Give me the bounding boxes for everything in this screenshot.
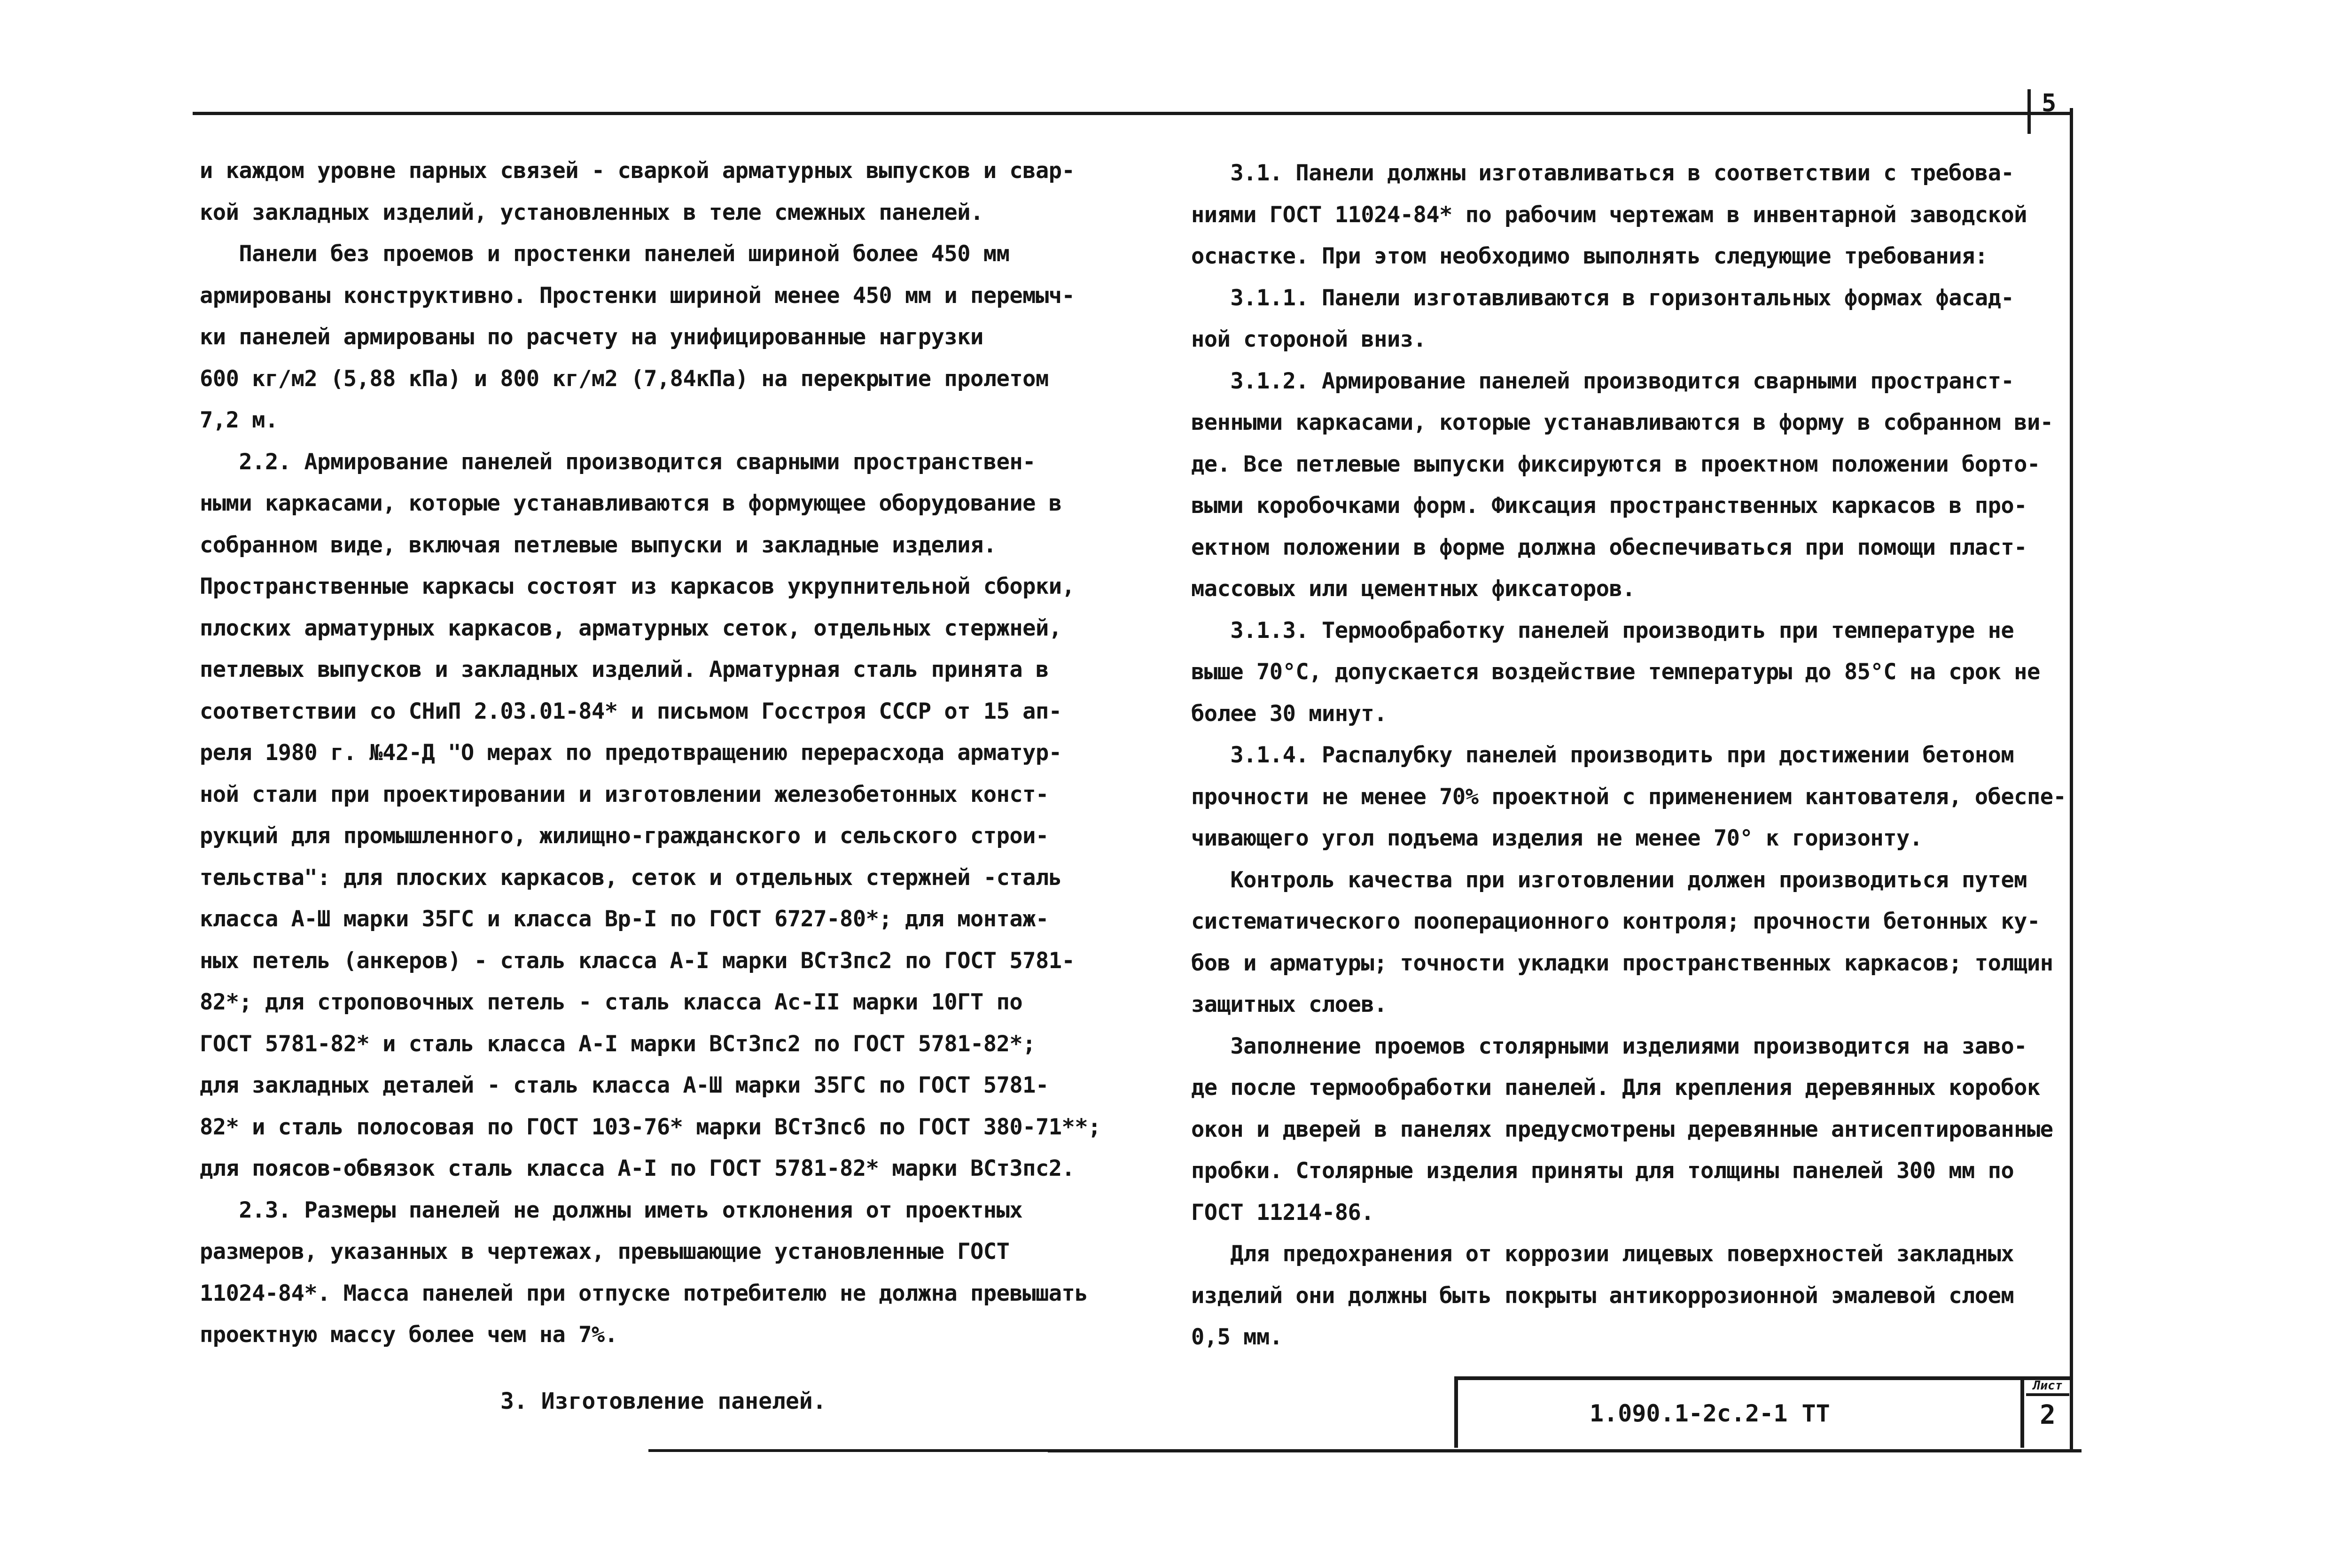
text-line: оснастке. При этом необходимо выполнять следующие требования: (1191, 243, 1988, 269)
text-line: 3.1.4. Распалубку панелей производить при достижении бетоном (1191, 742, 2014, 768)
text-line: выше 70°С, допускается воздействие температуры до 85°С на срок не (1191, 659, 2040, 685)
left-text-column (200, 150, 1107, 1356)
text-line: ными каркасами, которые устанавливаются в формующее оборудование в (200, 490, 1062, 516)
text-line: защитных слоев. (1191, 992, 1387, 1017)
text-line: Для предохранения от коррозии лицевых поверхностей закладных (1191, 1241, 2014, 1267)
bottom-frame-line-right (1048, 1449, 2082, 1452)
text-line: 11024-84*. Масса панелей при отпуске потребителю не должна превышать (200, 1280, 1088, 1306)
text-line: 2.3. Размеры панелей не должны иметь отклонения от проектных (200, 1197, 1023, 1223)
text-line: бов и арматуры; точности укладки пространственных каркасов; толщин (1191, 950, 2053, 976)
text-line: 82* и сталь полосовая по ГОСТ 103-76* марки ВСт3пс6 по ГОСТ 380-71**; (200, 1114, 1101, 1140)
text-line: 0,5 мм. (1191, 1324, 1283, 1350)
text-line: де после термообработки панелей. Для крепления деревянных коробок (1191, 1075, 2040, 1101)
text-line: 3.1.1. Панели изготавливаются в горизонтальных формах фасад- (1191, 285, 2014, 311)
text-line: собранном виде, включая петлевые выпуски и закладные изделия. (200, 532, 997, 558)
text-line: чивающего угол подъема изделия не менее 70° к горизонту. (1191, 825, 1923, 851)
page-number: 5 (2042, 89, 2057, 117)
text-line: тельства": для плоских каркасов, сеток и отдельных стержней -сталь (200, 864, 1062, 891)
text-line: для поясов-обвязок сталь класса А-I по ГОСТ 5781-82* марки ВСт3пс2. (200, 1156, 1075, 1181)
text-line: изделий они должны быть покрыты антикоррозионной эмалевой слоем (1191, 1282, 2014, 1309)
document-code: 1.090.1-2с.2-1 ТТ (1590, 1400, 1830, 1427)
text-line: плоских арматурных каркасов, арматурных сеток, отдельных стержней, (200, 615, 1062, 641)
sheet-label: Лист (2026, 1378, 2069, 1396)
sheet-cell (2020, 1376, 2070, 1448)
text-line: ных петель (анкеров) - сталь класса А-I марки ВСт3пс2 по ГОСТ 5781- (200, 947, 1075, 974)
text-line: 3.1.2. Армирование панелей производится сварными пространст- (1191, 368, 2014, 394)
text-line: более 30 минут. (1191, 700, 1387, 727)
text-line: Пространственные каркасы состоят из каркасов укрупнительной сборки, (200, 574, 1075, 599)
text-line: рукций для промышленного, жилищно-гражданского и сельского строи- (200, 823, 1049, 849)
text-line: 2.2. Армирование панелей производится сварными пространствен- (200, 449, 1036, 475)
text-line: класса А-Ш марки 35ГС и класса Вр-I по ГОСТ 6727-80*; для монтаж- (200, 906, 1049, 932)
text-line: реля 1980 г. №42-Д "О мерах по предотвращению перерасхода арматур- (200, 740, 1062, 766)
text-line: ектном положении в форме должна обеспечиваться при помощи пласт- (1191, 534, 2027, 560)
text-line: и каждом уровне парных связей - сваркой арматурных выпусков и свар- (200, 158, 1075, 184)
text-line: 600 кг/м2 (5,88 кПа) и 800 кг/м2 (7,84кПа) на перекрытие пролетом (200, 365, 1049, 392)
text-line: петлевых выпусков и закладных изделий. Арматурная сталь принята в (200, 657, 1049, 683)
text-line: ниями ГОСТ 11024-84* по рабочим чертежам в инвентарной заводской (1191, 202, 2027, 228)
text-line: пробки. Столярные изделия приняты для толщины панелей 300 мм по (1191, 1158, 2014, 1184)
text-line: кой закладных изделий, установленных в теле смежных панелей. (200, 199, 983, 225)
text-line: размеров, указанных в чертежах, превышающие установленные ГОСТ (200, 1239, 1010, 1265)
section-heading: 3. Изготовление панелей. (500, 1388, 826, 1414)
text-line: Панели без проемов и простенки панелей шириной более 450 мм (200, 241, 1010, 267)
right-frame-line (2070, 108, 2073, 1452)
text-line: 3.1.3. Термообработку панелей производить при температуре не (1191, 617, 2014, 644)
text-line: ГОСТ 5781-82* и сталь класса А-I марки ВСт3пс2 по ГОСТ 5781-82*; (200, 1031, 1036, 1057)
page-number-divider (2027, 89, 2031, 134)
top-frame-line (193, 112, 2071, 115)
text-line: массовых или цементных фиксаторов. (1191, 576, 1636, 602)
text-line: ной стали при проектировании и изготовлении железобетонных конст- (200, 781, 1049, 807)
text-line: выми коробочками форм. Фиксация пространственных каркасов в про- (1191, 493, 2027, 519)
text-line: ГОСТ 11214-86. (1191, 1199, 1374, 1226)
text-line: венными каркасами, которые устанавливаются в форму в собранном ви- (1191, 410, 2053, 435)
text-line: Заполнение проемов столярными изделиями производится на заво- (1191, 1033, 2027, 1059)
text-line: де. Все петлевые выпуски фиксируются в проектном положении борто- (1191, 451, 2040, 477)
text-line: 3.1. Панели должны изготавливаться в соответствии с требова- (1191, 160, 2014, 186)
text-line: 7,2 м. (200, 407, 278, 433)
text-line: ной стороной вниз. (1191, 326, 1427, 352)
text-line: армированы конструктивно. Простенки шириной менее 450 мм и перемыч- (200, 282, 1075, 309)
text-line: прочности не менее 70% проектной с применением кантователя, обеспе- (1191, 784, 2066, 810)
text-line: систематического пооперационного контроля; прочности бетонных ку- (1191, 908, 2040, 934)
text-line: 82*; для строповочных петель - сталь класса Ас-II марки 10ГТ по (200, 989, 1023, 1015)
text-line: для закладных деталей - сталь класса А-Ш марки 35ГС по ГОСТ 5781- (200, 1072, 1049, 1098)
text-line: соответствии со СНиП 2.03.01-84* и письмом Госстроя СССР от 15 ап- (200, 698, 1062, 724)
text-line: проектную массу более чем на 7%. (200, 1322, 618, 1348)
text-line: окон и дверей в панелях предусмотрены деревянные антисептированные (1191, 1116, 2053, 1142)
text-line: Контроль качества при изготовлении должен производиться путем (1191, 867, 2027, 893)
sheet-number: 2 (2040, 1400, 2056, 1430)
right-text-column (1191, 153, 2066, 1358)
title-block-stamp (1454, 1376, 2070, 1448)
text-line: ки панелей армированы по расчету на унифицированные нагрузки (200, 324, 983, 350)
